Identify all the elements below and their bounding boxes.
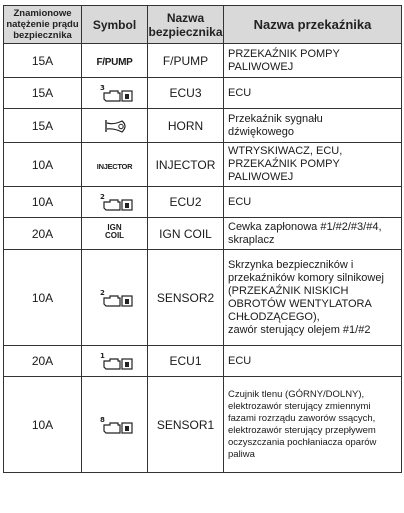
symbol-cell — [82, 250, 148, 346]
engine-icon-number: 8 — [99, 415, 105, 424]
symbol-cell — [82, 78, 148, 109]
header-row — [4, 6, 402, 44]
desc-line: OBROTÓW WENTYLATORA — [228, 297, 372, 310]
relay-name-cell — [224, 44, 402, 78]
desc-line: elektrozawór sterujący przepływem — [228, 424, 376, 436]
desc-line: WTRYSKIWACZ, ECU, — [228, 145, 343, 157]
rating-cell: 15A — [4, 78, 82, 109]
relay-name-cell — [224, 346, 402, 377]
desc-line: dźwiękowego — [228, 125, 295, 138]
engine-icon-number: 2 — [99, 288, 105, 297]
desc-line: Skrzynka bezpieczników i — [228, 258, 354, 271]
desc-line: przekaźników komory silnikowej — [228, 271, 384, 284]
table-row — [4, 78, 402, 109]
fuse-name-cell: SENSOR2 — [148, 250, 224, 346]
fuse-name-cell: IGN COIL — [148, 218, 224, 250]
desc-line: elektrozawór sterujący zmiennymi — [228, 400, 371, 412]
relay-name-cell — [224, 143, 402, 187]
fuse-name-cell: ECU1 — [148, 346, 224, 377]
rating-cell: 15A — [4, 109, 82, 143]
engine-icon — [94, 192, 136, 212]
engine-icon-number: 1 — [99, 352, 105, 360]
engine-icon-number: 3 — [99, 84, 105, 92]
table-row — [4, 250, 402, 346]
engine-icon — [94, 351, 136, 371]
desc-line: Czujnik tlenu (GÓRNY/DOLNY), — [228, 388, 365, 400]
table-row — [4, 218, 402, 250]
desc-line: ECU — [228, 86, 252, 99]
relay-name-cell — [224, 187, 402, 218]
horn-icon — [98, 116, 132, 136]
desc-line: (PRZEKAŹNIK NISKICH — [228, 284, 349, 297]
symbol-text: INJECTOR — [96, 161, 133, 171]
symbol-cell — [82, 346, 148, 377]
fuse-name-cell: SENSOR1 — [148, 377, 224, 473]
desc-line: PRZEKAŹNIK POMPY — [228, 47, 340, 60]
header-fuse-name: Nazwa bezpiecznika — [148, 6, 224, 44]
rating-cell: 20A — [4, 346, 82, 377]
rating-cell: 15A — [4, 44, 82, 78]
table-row — [4, 44, 402, 78]
rating-cell: 20A — [4, 218, 82, 250]
fuse-table-container — [3, 5, 401, 473]
desc-line: paliwa — [228, 448, 255, 460]
desc-line: zawór sterujący olejem #1/#2 — [228, 323, 371, 336]
desc-line: PALIWOWEJ — [228, 171, 294, 183]
desc-line: ECU — [228, 354, 252, 367]
relay-name-cell — [224, 377, 402, 473]
relay-name-cell — [224, 78, 402, 109]
table-row — [4, 346, 402, 377]
symbol-text — [105, 224, 124, 240]
engine-icon — [94, 83, 136, 103]
symbol-text-line: COIL — [104, 231, 125, 240]
relay-name-cell — [224, 250, 402, 346]
rating-cell: 10A — [4, 187, 82, 218]
fuse-name-cell: INJECTOR — [148, 143, 224, 187]
symbol-text: F/PUMP — [96, 56, 133, 68]
table-row — [4, 109, 402, 143]
header-rating: Znamionowe natężenie prądu bezpiecznika — [4, 6, 82, 44]
desc-line: PALIWOWEJ — [228, 60, 294, 73]
symbol-cell — [82, 143, 148, 187]
desc-line: Przekaźnik sygnału — [228, 112, 323, 125]
relay-name-cell — [224, 218, 402, 250]
table-row — [4, 143, 402, 187]
desc-line: oczyszczania pochłaniacza oparów — [228, 436, 377, 448]
table-row — [4, 377, 402, 473]
engine-icon — [94, 288, 136, 308]
header-symbol: Symbol — [82, 6, 148, 44]
rating-cell: 10A — [4, 143, 82, 187]
desc-line: skraplacz — [228, 233, 275, 246]
desc-line: fazami rozrządu zaworów ssących, — [228, 412, 376, 424]
symbol-text-line: IGN — [107, 223, 122, 232]
desc-line: ECU — [228, 195, 252, 208]
desc-line: PRZEKAŹNIK POMPY — [228, 158, 340, 170]
fuse-name-cell: HORN — [148, 109, 224, 143]
symbol-cell — [82, 44, 148, 78]
header-relay-name: Nazwa przekaźnika — [224, 6, 402, 44]
desc-line: CHŁODZĄCEGO), — [228, 310, 320, 323]
symbol-cell — [82, 377, 148, 473]
engine-icon-number: 2 — [99, 193, 105, 201]
symbol-cell — [82, 218, 148, 250]
rating-cell: 10A — [4, 377, 82, 473]
fuse-table — [3, 5, 402, 473]
desc-line: Cewka zapłonowa #1/#2/#3/#4, — [228, 220, 382, 233]
relay-name-cell — [224, 109, 402, 143]
engine-icon — [94, 415, 136, 435]
fuse-name-cell: ECU2 — [148, 187, 224, 218]
rating-cell: 10A — [4, 250, 82, 346]
symbol-cell — [82, 109, 148, 143]
table-row — [4, 187, 402, 218]
fuse-name-cell: ECU3 — [148, 78, 224, 109]
fuse-name-cell: F/PUMP — [148, 44, 224, 78]
symbol-cell — [82, 187, 148, 218]
